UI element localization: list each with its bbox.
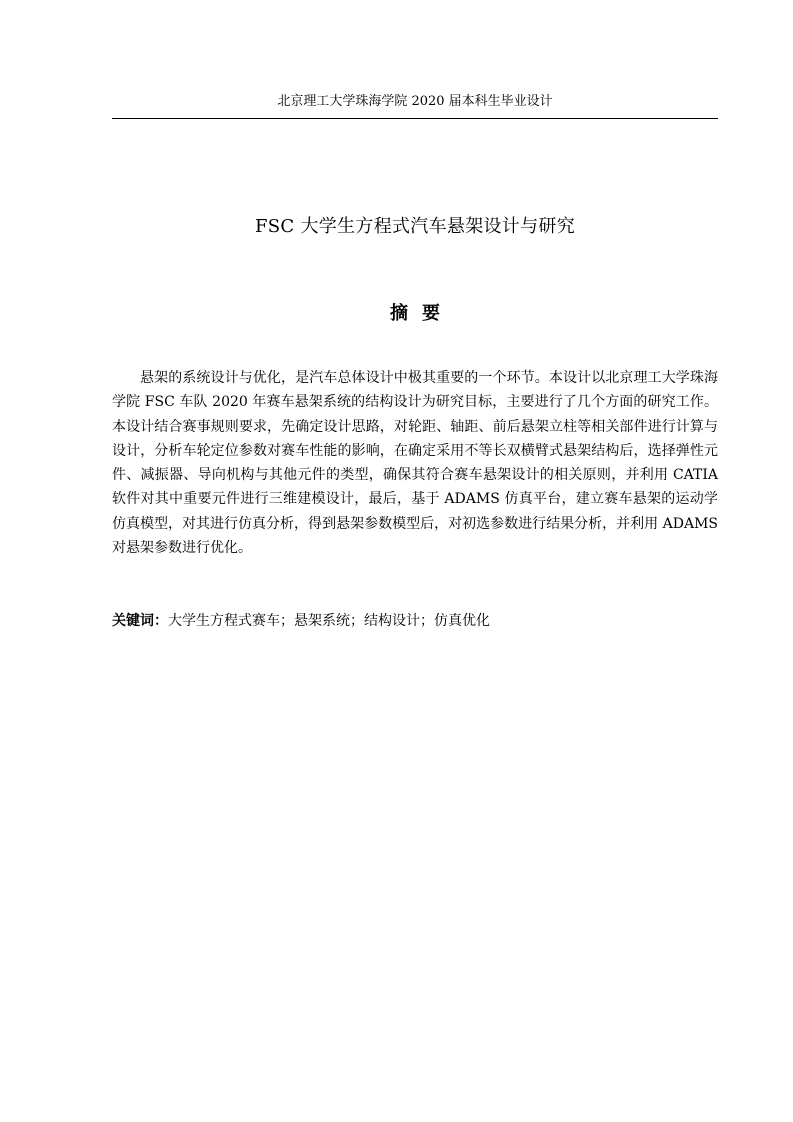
- page-header: [112, 92, 718, 119]
- abstract-heading: 摘要: [390, 303, 454, 324]
- document-title: FSC 大学生方程式汽车悬架设计与研究: [254, 216, 575, 237]
- abstract-body: 悬架的系统设计与优化，是汽车总体设计中极其重要的一个环节。本设计以北京理工大学珠海学院 FSC 车队 2020 年赛车悬架系统的结构设计为研究目标，主要进行了几个方面的研究工作。本设计结合赛事规则要求，先确定设计思路，对轮距、轴距、前后悬架立柱等相关部件进行计算与设计，分析车轮定位参数对赛车性能的影响，在确定采用不等长双横臂式悬架结构后，选择弹性元件、减振器、导向机构与其他元件的类型，确保其符合赛车悬架设计的相关原则，并利用 CATIA 软件对其中重要元件进行三维建模设计，最后，基于 ADAMS 仿真平台，建立赛车悬架的运动学仿真模型，对其进行仿真分析，得到悬架参数模型后，对初选参数进行结果分析，并利用 ADAMS 对悬架参数进行优化。: [112, 370, 718, 557]
- keywords-value: 大学生方程式赛车；悬架系统；结构设计；仿真优化: [168, 613, 490, 629]
- keywords-label: 关键词：: [112, 613, 168, 629]
- keywords-line: [112, 609, 718, 633]
- page-header-text: 北京理工大学珠海学院 2020 届本科生毕业设计: [277, 94, 553, 109]
